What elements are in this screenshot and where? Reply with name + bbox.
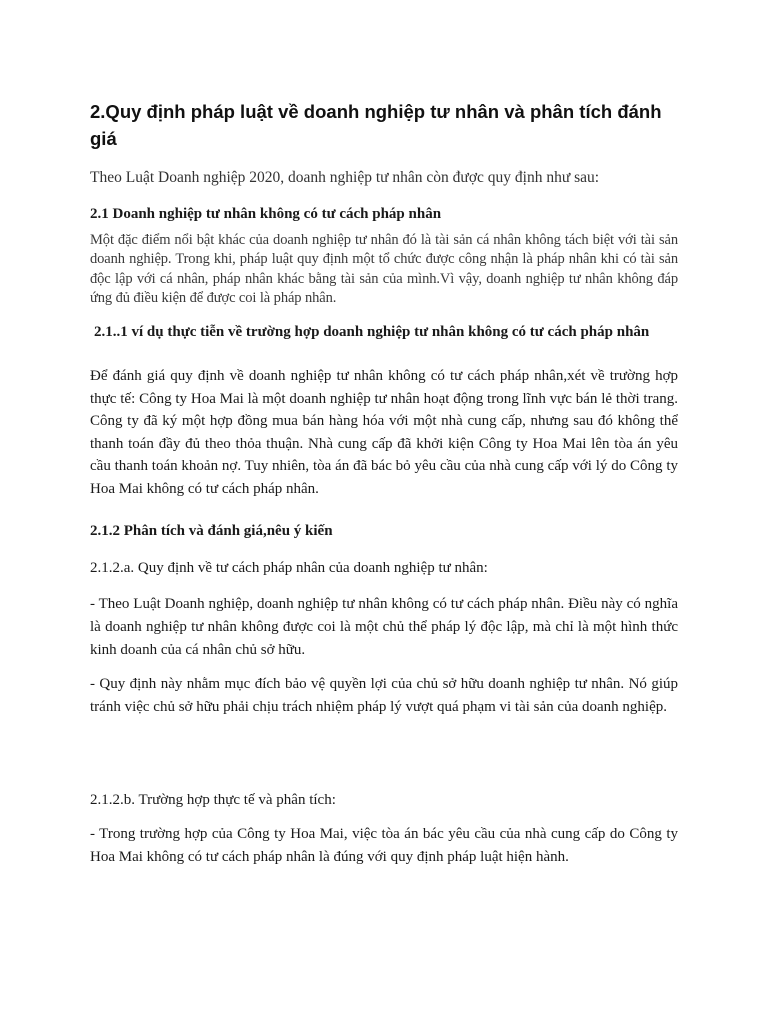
- document-title: 2.Quy định pháp luật về doanh nghiệp tư nhân và phân tích đánh giá: [90, 101, 662, 149]
- subsection-a-heading: 2.1.2.a. Quy định về tư cách pháp nhân của doanh nghiệp tư nhân:: [90, 560, 488, 576]
- section-2-1-1-paragraph: Để đánh giá quy định về doanh nghiệp tư nhân không có tư cách pháp nhân,xét về trường hợp thực tế: Công ty Hoa Mai là một doanh nghiệp tư nhân hoạt động trong lĩnh vực bán lẻ thời trang. Công ty đã ký một hợp đồng mua bán hàng hóa với một nhà cung cấp, nhưng sau đó không thể thanh toán đầy đủ theo thỏa thuận. Nhà cung cấp đã khởi kiện Công ty Hoa Mai lên tòa án yêu cầu thanh toán khoản nợ. Tuy nhiên, tòa án đã bác bỏ yêu cầu của nhà cung cấp với lý do Công ty Hoa Mai không có tư cách pháp nhân.: [90, 368, 678, 497]
- intro-paragraph: Theo Luật Doanh nghiệp 2020, doanh nghiệp tư nhân còn được quy định như sau:: [90, 169, 600, 186]
- section-2-1-paragraph: Một đặc điểm nổi bật khác của doanh nghiệp tư nhân đó là tài sản cá nhân không tách biệt với tài sản doanh nghiệp. Trong khi, pháp luật quy định một tổ chức được công nhận là pháp nhân khi có tài sản độc lập với cá nhân, pháp nhân khác bằng tài sản của mình.Vì vậy, doanh nghiệp tư nhân không đáp ứng đủ điều kiện để được coi là pháp nhân.: [90, 232, 678, 306]
- section-2-1-2-heading: 2.1.2 Phân tích và đánh giá,nêu ý kiến: [90, 523, 333, 539]
- subsection-a-paragraph-1: - Theo Luật Doanh nghiệp, doanh nghiệp tư nhân không có tư cách pháp nhân. Điều này có nghĩa là doanh nghiệp tư nhân không được coi là một chủ thể pháp lý độc lập, mà chỉ là một hình thức kinh doanh của cá nhân chủ sở hữu.: [90, 596, 678, 658]
- subsection-b-heading: 2.1.2.b. Trường hợp thực tế và phân tích:: [90, 792, 336, 808]
- section-2-1-1-heading: 2.1..1 ví dụ thực tiễn về trường hợp doanh nghiệp tư nhân không có tư cách pháp nhân: [94, 324, 650, 340]
- subsection-b-paragraph-1: - Trong trường hợp của Công ty Hoa Mai, việc tòa án bác yêu cầu của nhà cung cấp do Công ty Hoa Mai không có tư cách pháp nhân là đúng với quy định pháp luật hiện hành.: [90, 826, 678, 865]
- subsection-a-paragraph-2: - Quy định này nhằm mục đích bảo vệ quyền lợi của chủ sở hữu doanh nghiệp tư nhân. Nó giúp tránh việc chủ sở hữu phải chịu trách nhiệm pháp lý vượt quá phạm vi tài sản của doanh nghiệp.: [90, 676, 678, 715]
- section-2-1-heading: 2.1 Doanh nghiệp tư nhân không có tư cách pháp nhân: [90, 206, 442, 222]
